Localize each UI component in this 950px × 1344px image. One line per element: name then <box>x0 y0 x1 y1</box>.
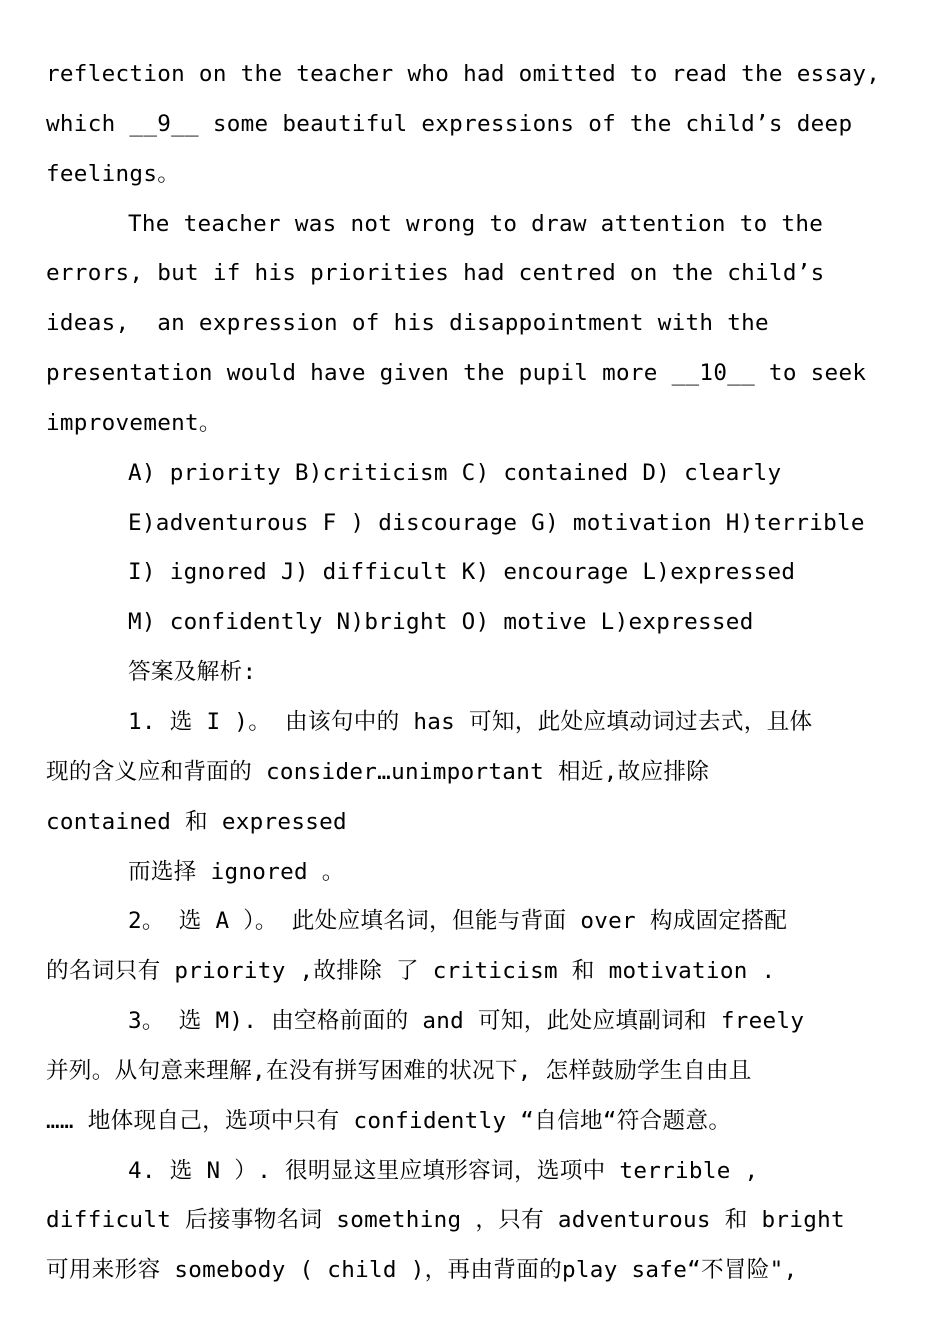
text-line: errors, but if his priorities had centred on the child’s <box>46 260 825 287</box>
text-line: presentation would have given the pupil more __10__ to seek <box>46 360 867 387</box>
text-line: M) confidently N)bright O) motive L)expressed <box>128 609 754 636</box>
text-line: 而选择 ignored 。 <box>128 858 345 885</box>
text-line: I) ignored J) difficult K) encourage L)expressed <box>128 559 796 586</box>
text-line: contained 和 expressed <box>46 808 347 835</box>
text-line: 4. 选 N ）. 很明显这里应填形容词，选项中 terrible , <box>128 1157 759 1184</box>
text-line: 现的含义应和背面的 consider…unimportant 相近,故应排除 <box>46 758 710 785</box>
text-line: 可用来形容 somebody ( child )，再由背面的play safe“不冒险", <box>46 1257 798 1284</box>
text-line: A) priority B)criticism C) contained D) clearly <box>128 459 782 486</box>
text-line: …… 地体现自己，选项中只有 confidently “自信地“符合题意。 <box>46 1107 732 1134</box>
text-line: 1. 选 I )。 由该句中的 has 可知，此处应填动词过去式，且体 <box>128 708 813 735</box>
text-line: 并列。从句意来理解,在没有拼写困难的状况下, 怎样鼓励学生自由且 <box>46 1057 752 1084</box>
text-line: feelings。 <box>46 160 181 187</box>
text-line: reflection on the teacher who had omitted to read the essay, <box>46 61 881 87</box>
text-line: which __9__ some beautiful expressions of the child’s deep <box>46 110 853 137</box>
text-line: improvement。 <box>46 409 222 436</box>
text-line: 答案及解析: <box>128 659 257 686</box>
text-line: 的名词只有 priority ,故排除 了 criticism 和 motivation . <box>46 958 776 985</box>
text-line: E)adventurous F ) discourage G) motivation H)terrible <box>128 509 865 536</box>
text-line: 3。 选 M). 由空格前面的 and 可知，此处应填副词和 freely <box>128 1008 805 1035</box>
text-line: ideas, an expression of his disappointment with the <box>46 310 769 337</box>
document-page <box>46 50 906 1296</box>
text-line: 2。 选 A ）。 此处应填名词，但能与背面 over 构成固定搭配 <box>128 908 788 935</box>
text-line: The teacher was not wrong to draw attention to the <box>128 210 824 237</box>
text-line: difficult 后接事物名词 something ，只有 adventurous 和 bright <box>46 1207 845 1234</box>
